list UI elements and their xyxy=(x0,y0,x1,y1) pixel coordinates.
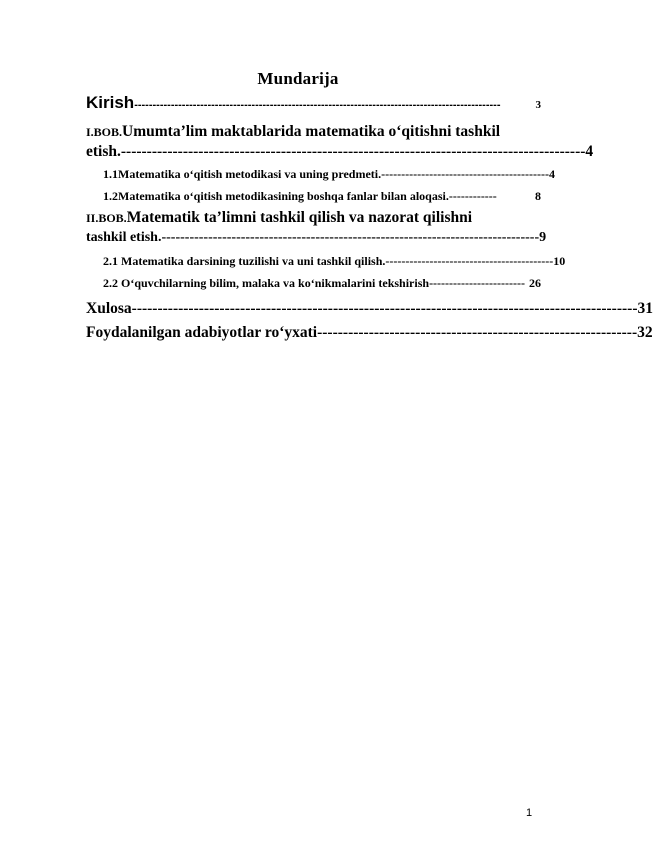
toc-chapter-prefix: II.BOB. xyxy=(86,211,127,225)
page-number: 1 xyxy=(526,807,533,819)
table-of-contents xyxy=(86,92,653,345)
toc-label: 1.2Matematika o‘qitish metodikasining boshqa fanlar bilan aloqasi. xyxy=(103,189,449,203)
toc-leader: ------------------------ xyxy=(429,276,525,290)
toc-entry-kirish[interactable] xyxy=(86,92,541,116)
toc-leader: ------------------------------------------------------------------------------------------ xyxy=(120,143,586,160)
toc-leader: ---------------------------------------------------------------------------------------------------- xyxy=(134,99,501,111)
toc-leader: --------------------------------------------------------------------------------- xyxy=(161,230,540,245)
toc-page-number: 32 xyxy=(637,324,653,341)
toc-entry-xulosa[interactable] xyxy=(86,297,653,321)
toc-label-line2 xyxy=(86,142,594,162)
toc-page-number: 26 xyxy=(529,276,541,290)
toc-page-number: 31 xyxy=(637,300,653,317)
toc-label: 2.1 Matematika darsining tuzilishi va uni tashkil qilish. xyxy=(103,254,386,268)
toc-entry-2-1[interactable] xyxy=(86,250,566,272)
toc-label: 2.2 O‘quvchilarning bilim, malaka va ko‘nikmalarini tekshirish xyxy=(103,276,430,290)
toc-label: Xulosa xyxy=(86,300,132,317)
toc-leader: ------------------------------------------ xyxy=(385,254,554,268)
toc-label-line1 xyxy=(86,208,541,228)
page-title: Mundarija xyxy=(257,69,339,88)
toc-entry-2-2[interactable] xyxy=(86,272,541,294)
toc-entry-bob2[interactable] xyxy=(86,208,547,248)
toc-label: Foydalanilgan adabiyotlar ro‘yxati xyxy=(86,324,318,341)
toc-label-cont: tashkil etish. xyxy=(86,230,162,245)
toc-page-number: 9 xyxy=(539,230,547,245)
toc-label: Kirish xyxy=(86,93,135,112)
toc-leader: -------------------------------------------------------------------------------------------------- xyxy=(131,300,638,317)
toc-chapter-prefix: I.BOB. xyxy=(86,125,123,139)
toc-label-cont: etish. xyxy=(86,143,121,160)
toc-page-number: 4 xyxy=(585,143,594,160)
toc-page-number: 10 xyxy=(553,254,566,268)
toc-entry-1-2[interactable] xyxy=(86,185,541,207)
toc-leader: -------------------------------------------------------------- xyxy=(317,324,638,341)
toc-page-number: 3 xyxy=(535,99,541,111)
toc-leader: ------------ xyxy=(448,189,497,203)
toc-page-number: 4 xyxy=(548,167,555,181)
toc-entry-adabiyotlar[interactable] xyxy=(86,321,653,345)
toc-label-line1 xyxy=(86,122,541,142)
toc-label: 1.1Matematika o‘qitish metodikasi va uning predmeti. xyxy=(103,167,382,181)
toc-entry-bob1[interactable] xyxy=(86,122,594,162)
toc-label-line2 xyxy=(86,228,547,248)
toc-entry-1-1[interactable] xyxy=(86,163,555,185)
toc-page-number: 8 xyxy=(535,189,541,203)
toc-label: Matematik ta’limni tashkil qilish va nazorat qilishni xyxy=(126,209,473,226)
toc-leader: ------------------------------------------ xyxy=(381,167,549,181)
toc-label: Umumta’lim maktablarida matematika o‘qitishni tashkil xyxy=(122,123,501,140)
